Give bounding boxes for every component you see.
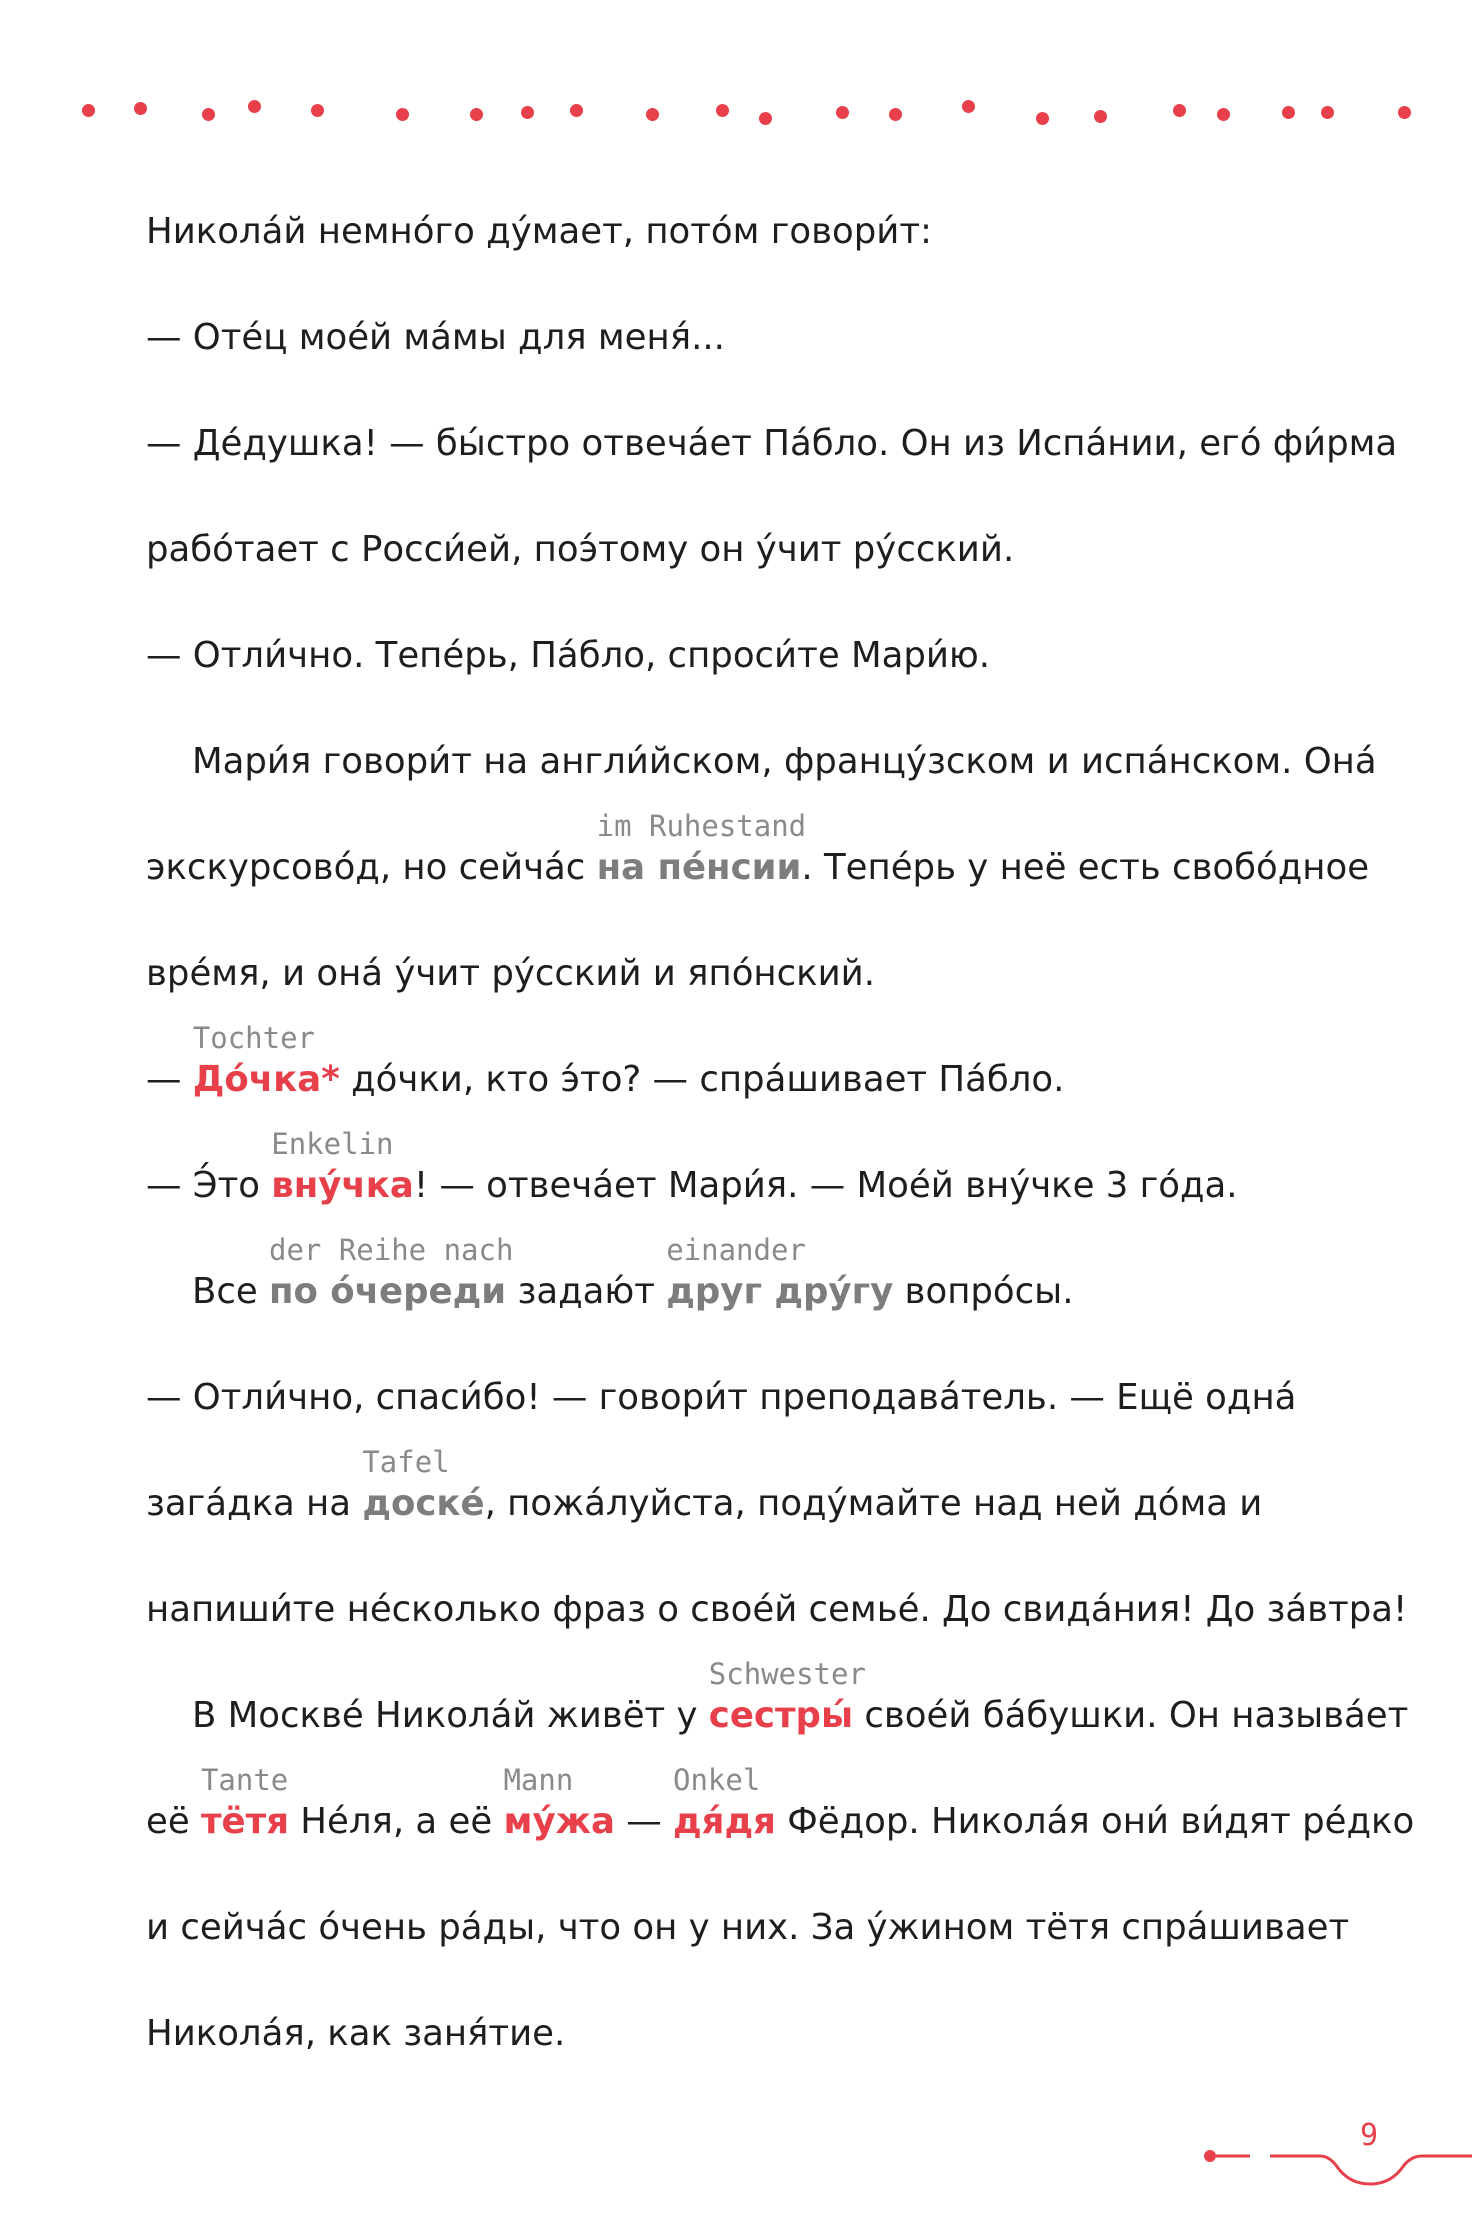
line-text: вопро́сы.: [893, 1271, 1074, 1312]
gloss-label: einander: [666, 1233, 806, 1267]
footer-ornament: [1190, 2118, 1472, 2218]
glossed-word-vnuchka: [271, 1127, 414, 1210]
decorative-dot: [134, 102, 147, 115]
highlighted-word: доске́: [362, 1483, 485, 1524]
line-text: и сейча́с о́чень ра́ды, что он у них. За у́жином тётя спра́шивает: [146, 1907, 1350, 1948]
decorative-dot: [962, 100, 975, 113]
decorative-dot: [1094, 110, 1107, 123]
line-text: зага́дка на: [146, 1483, 363, 1524]
decorative-dot: [248, 100, 261, 113]
glossed-word-na-pensii: [596, 809, 807, 892]
gloss-label: Tante: [200, 1763, 289, 1797]
text-line: [146, 2010, 565, 2058]
line-text: Не́ля, а её: [289, 1801, 504, 1842]
decorative-dot: [470, 108, 483, 121]
text-line: [192, 738, 1377, 786]
highlighted-word: дя́дя: [672, 1801, 776, 1842]
decorative-dot: [1217, 108, 1230, 121]
text-line: [146, 1904, 1349, 1952]
line-text: задаю́т: [506, 1271, 667, 1312]
decorative-dot: [82, 104, 95, 117]
line-text: — Э́то: [146, 1165, 272, 1206]
line-text: вре́мя, и она́ у́чит ру́сский и япо́нский.: [146, 953, 876, 994]
decorative-dot: [396, 108, 409, 121]
line-text: свое́й ба́бушки. Он называ́ет: [853, 1695, 1409, 1736]
decorative-dot: [202, 108, 215, 121]
line-text: — Оте́ц мое́й ма́мы для меня́...: [146, 317, 725, 358]
decorative-dot: [759, 112, 772, 125]
text-line: [146, 1445, 1263, 1528]
gloss-label: im Ruhestand: [596, 809, 807, 843]
decorative-dot: [521, 106, 534, 119]
text-line: [146, 314, 725, 362]
glossed-word-doske: [362, 1445, 485, 1528]
decorative-dot: [1398, 106, 1411, 119]
line-text: рабо́тает с Росси́ей, поэ́тому он у́чит ру́сский.: [146, 529, 1015, 570]
decorative-dot: [570, 104, 583, 117]
text-line: [146, 1127, 1238, 1210]
glossed-word-tyotya: [200, 1763, 289, 1846]
decorative-dot-row: [0, 0, 1472, 160]
text-line: [146, 1021, 1065, 1104]
line-text: Фёдор. Никола́я они́ ви́дят ре́дко: [775, 1801, 1415, 1842]
gloss-label: Enkelin: [271, 1127, 394, 1161]
line-text: — Отли́чно. Тепе́рь, Па́бло, спроси́те Мари́ю.: [146, 635, 991, 676]
decorative-dot: [889, 108, 902, 121]
decorative-dot: [311, 104, 324, 117]
line-text: её: [146, 1801, 201, 1842]
decorative-dot: [836, 106, 849, 119]
text-line: [146, 1374, 1296, 1422]
line-text: — Отли́чно, спаси́бо! — говори́т преподава́тель. — Ещё одна́: [146, 1377, 1297, 1418]
text-line: [192, 1657, 1409, 1740]
decorative-dot: [1173, 104, 1186, 117]
decorative-dot: [1321, 106, 1334, 119]
text-line: [146, 1763, 1415, 1846]
line-text: ! — отвеча́ет Мари́я. — Мое́й вну́чке 3 го́да.: [413, 1165, 1238, 1206]
gloss-label: Onkel: [672, 1763, 761, 1797]
gloss-label: Tafel: [362, 1445, 450, 1479]
highlighted-word: му́жа: [503, 1801, 615, 1842]
highlighted-word: тётя: [200, 1801, 289, 1842]
line-text: —: [146, 1059, 193, 1100]
glossed-word-po-ocheredi: [269, 1233, 514, 1316]
decorative-dot: [716, 104, 729, 117]
glossed-word-dochka: [192, 1021, 340, 1104]
highlighted-word: по о́череди: [269, 1271, 507, 1312]
line-text: . Тепе́рь у неё есть свобо́дное: [801, 847, 1370, 888]
glossed-word-muzha: [503, 1763, 615, 1846]
line-text: Мари́я говори́т на англи́йском, францу́зском и испа́нском. Она́: [192, 741, 1377, 782]
decorative-dot: [646, 108, 659, 121]
line-text: Никола́й немно́го ду́мает, пото́м говори́т:: [146, 211, 932, 252]
line-text: В Москве́ Никола́й живёт у: [192, 1695, 709, 1736]
line-text: экскурсово́д, но сейча́с: [146, 847, 597, 888]
text-line: [146, 632, 990, 680]
gloss-label: der Reihe nach: [269, 1233, 514, 1267]
glossed-word-drug-drugu: [666, 1233, 894, 1316]
highlighted-word: До́чка*: [192, 1059, 340, 1100]
text-line: [146, 809, 1370, 892]
line-text: напиши́те не́сколько фраз о свое́й семье́. До свида́ния! До за́втра!: [146, 1589, 1408, 1630]
glossed-word-sestry: [708, 1657, 866, 1740]
text-line: [146, 420, 1397, 468]
line-text: до́чки, кто э́то? — спра́шивает Па́бло.: [339, 1059, 1065, 1100]
text-line: [146, 526, 1014, 574]
page-number: 9: [1360, 2118, 1379, 2153]
text-line: [192, 1233, 1074, 1316]
gloss-label: Schwester: [708, 1657, 866, 1691]
gloss-label: Mann: [503, 1763, 574, 1797]
line-text: , пожа́луйста, поду́майте над ней до́ма и: [484, 1483, 1263, 1524]
glossed-word-dyadya: [672, 1763, 776, 1846]
line-text: — Де́душка! — бы́стро отвеча́ет Па́бло. Он из Испа́нии, его́ фи́рма: [146, 423, 1398, 464]
gloss-label: Tochter: [192, 1021, 316, 1055]
text-line: [146, 950, 875, 998]
line-text: —: [614, 1801, 673, 1842]
line-text: Все: [192, 1271, 269, 1312]
decorative-dot: [1282, 106, 1295, 119]
text-line: [146, 1586, 1407, 1634]
page-footer: [1190, 2118, 1472, 2218]
highlighted-word: на пе́нсии: [596, 847, 802, 888]
highlighted-word: сестры́: [708, 1695, 854, 1736]
highlighted-word: вну́чка: [271, 1165, 414, 1206]
highlighted-word: друг дру́гу: [666, 1271, 894, 1312]
text-line: [146, 208, 932, 256]
decorative-dot: [1036, 112, 1049, 125]
line-text: Никола́я, как заня́тие.: [146, 2013, 566, 2054]
